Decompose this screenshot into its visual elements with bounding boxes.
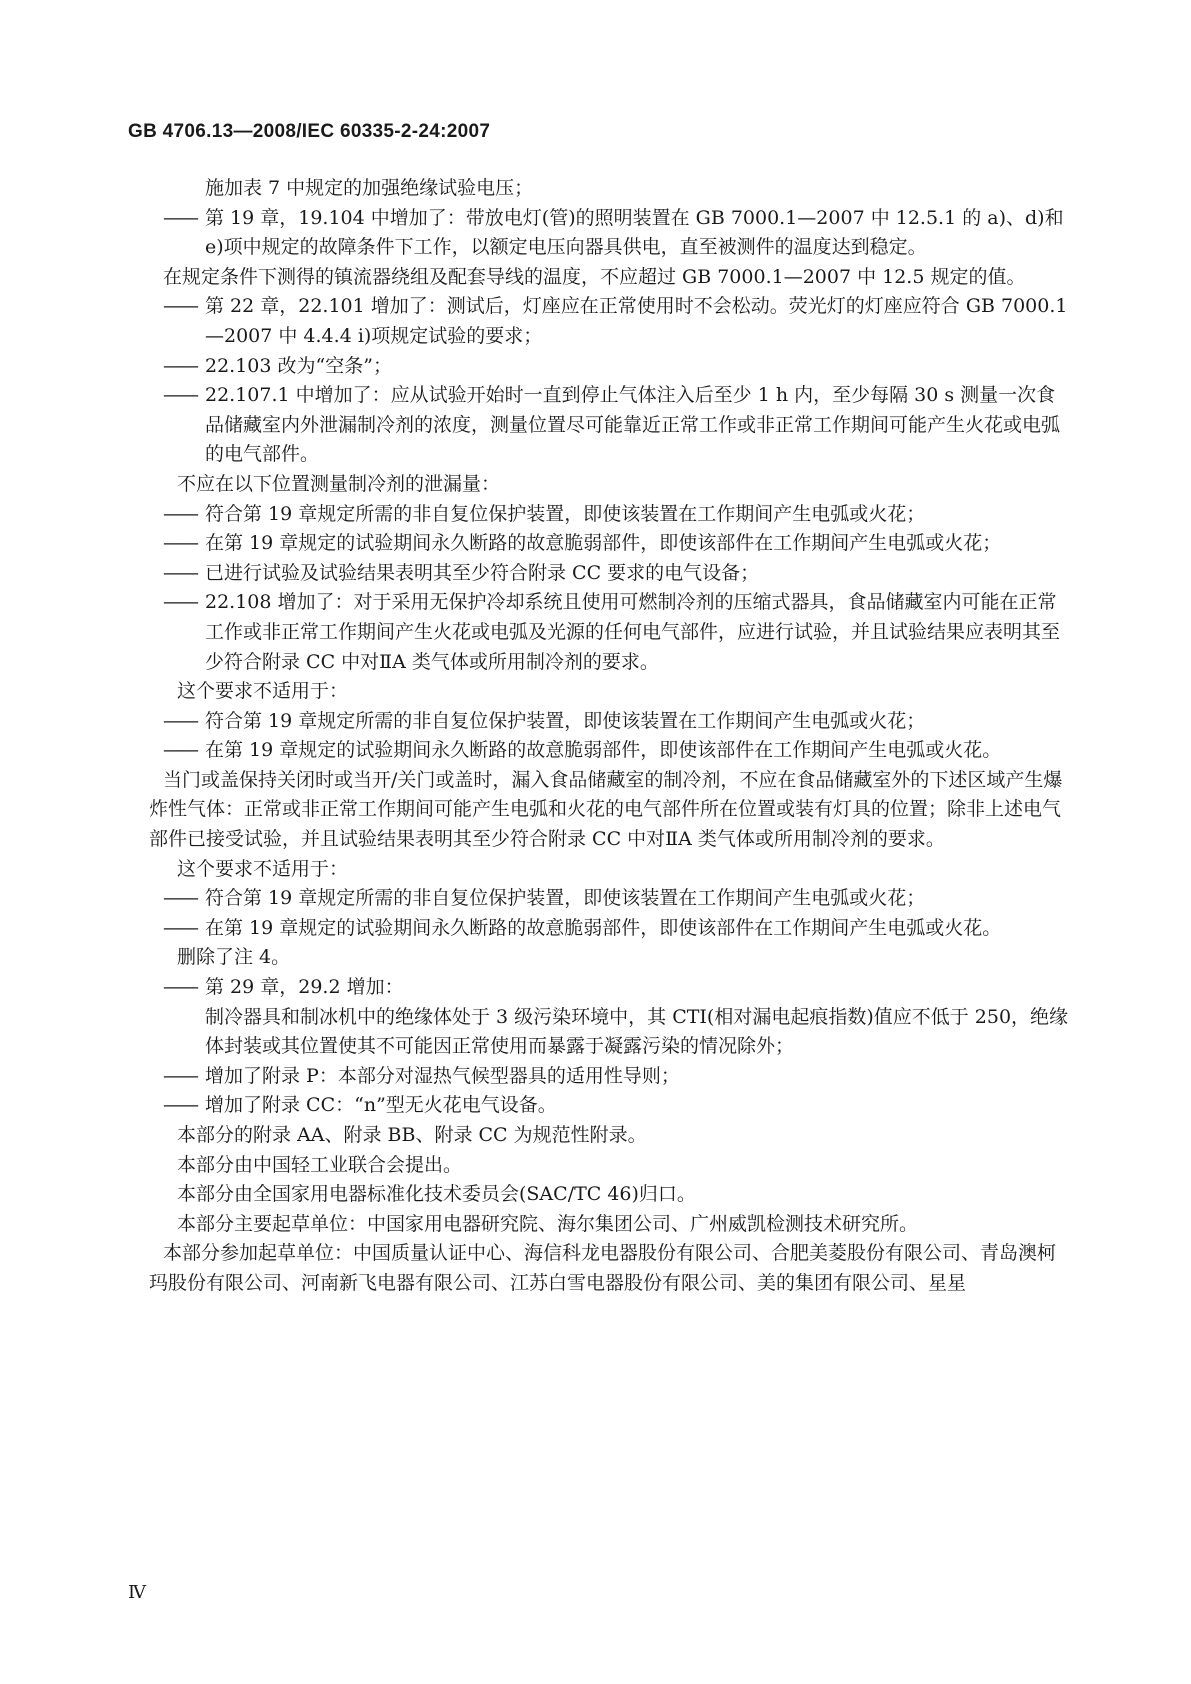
dash-list-item	[163, 500, 1069, 530]
em-dash-bullet: ——	[163, 561, 197, 584]
page-number: Ⅳ	[128, 1582, 146, 1603]
list-item-text: 符合第 19 章规定所需的非自复位保护装置，即使该装置在工作期间产生电弧或火花；	[205, 887, 926, 910]
list-item-text: 在第 19 章规定的试验期间永久断路的故意脆弱部件，即使该部件在工作期间产生电弧或火花；	[205, 532, 1002, 555]
dash-list-item	[163, 381, 1069, 470]
em-dash-bullet: ——	[163, 295, 197, 318]
em-dash-bullet: ——	[163, 916, 197, 939]
em-dash-bullet: ——	[163, 384, 197, 407]
sub-paragraph: 施加表 7 中规定的加强绝缘试验电压；	[205, 177, 534, 199]
list-item-text: 增加了附录 P：本部分对湿热气候型器具的适用性导则；	[205, 1064, 680, 1087]
dash-list-item	[163, 1062, 1069, 1092]
dash-list-item	[163, 352, 1069, 382]
dash-list-item	[163, 884, 1069, 914]
list-item-text: 符合第 19 章规定所需的非自复位保护装置，即使该装置在工作期间产生电弧或火花；	[205, 709, 926, 732]
list-item-text: 已进行试验及试验结果表明其至少符合附录 CC 要求的电气设备；	[205, 561, 760, 584]
dash-list-item	[163, 559, 1069, 589]
em-dash-bullet: ——	[163, 976, 197, 999]
dash-list-item	[163, 973, 1069, 1003]
em-dash-bullet: ——	[163, 502, 197, 525]
body-paragraph: 本部分由中国轻工业联合会提出。	[177, 1153, 463, 1176]
dash-list-item	[163, 204, 1069, 263]
document-body	[149, 174, 1069, 1299]
body-paragraph: 在规定条件下测得的镇流器绕组及配套导线的温度，不应超过 GB 7000.1—2007 中 12.5 规定的值。	[163, 265, 1026, 288]
body-paragraph: 当门或盖保持关闭时或当开/关门或盖时，漏入食品储藏室的制冷剂，不应在食品储藏室外的下述区域产生爆炸性气体：正常或非正常工作期间可能产生电弧和火花的电气部件所在位置或装有灯具的位置；除非上述电气部件已接受试验，并且试验结果表明其至少符合附录 CC 中对ⅡA 类气体或所用制冷剂的要求。	[149, 768, 1063, 851]
em-dash-bullet: ——	[163, 887, 197, 910]
dash-list-item	[163, 529, 1069, 559]
list-item-text: 符合第 19 章规定所需的非自复位保护装置，即使该装置在工作期间产生电弧或火花；	[205, 502, 926, 525]
em-dash-bullet: ——	[163, 739, 197, 762]
body-paragraph: 本部分由全国家用电器标准化技术委员会(SAC/TC 46)归口。	[177, 1183, 696, 1206]
dash-list-item	[163, 588, 1069, 677]
body-paragraph: 删除了注 4。	[177, 946, 291, 969]
em-dash-bullet: ——	[163, 354, 197, 377]
em-dash-bullet: ——	[163, 709, 197, 732]
dash-list-item	[163, 1091, 1069, 1121]
body-paragraph: 本部分主要起草单位：中国家用电器研究院、海尔集团公司、广州威凯检测技术研究所。	[177, 1212, 919, 1235]
dash-list-item	[163, 736, 1069, 766]
list-item-text: 增加了附录 CC：“n”型无火花电气设备。	[205, 1094, 557, 1117]
body-paragraph: 这个要求不适用于：	[177, 857, 349, 880]
list-item-text: 在第 19 章规定的试验期间永久断路的故意脆弱部件，即使该部件在工作期间产生电弧或火花。	[205, 739, 1002, 762]
list-item-text: 22.108 增加了：对于采用无保护冷却系统且使用可燃制冷剂的压缩式器具，食品储藏室内可能在正常工作或非正常工作期间产生火花或电弧及光源的任何电气部件，应进行试验，并且试验结果应表明其至少符合附录 CC 中对ⅡA 类气体或所用制冷剂的要求。	[205, 591, 1061, 673]
body-paragraph: 这个要求不适用于：	[177, 680, 349, 703]
body-paragraph: 本部分参加起草单位：中国质量认证中心、海信科龙电器股份有限公司、合肥美菱股份有限公司、青岛澳柯玛股份有限公司、河南新飞电器有限公司、江苏白雪电器股份有限公司、美的集团有限公司、星星	[149, 1242, 1057, 1294]
list-item-text: 第 19 章，19.104 中增加了：带放电灯(管)的照明装置在 GB 7000.1—2007 中 12.5.1 的 a)、d)和 e)项中规定的故障条件下工作，以额定电压向器具供电，直至被测件的温度达到稳定。	[205, 206, 1064, 259]
body-paragraph: 不应在以下位置测量制冷剂的泄漏量：	[177, 472, 501, 495]
em-dash-bullet: ——	[163, 1094, 197, 1117]
em-dash-bullet: ——	[163, 1064, 197, 1087]
dash-list-item	[163, 292, 1069, 351]
body-paragraph: 本部分的附录 AA、附录 BB、附录 CC 为规范性附录。	[177, 1124, 647, 1146]
dash-list-item	[163, 707, 1069, 737]
em-dash-bullet: ——	[163, 206, 197, 229]
list-item-text: 在第 19 章规定的试验期间永久断路的故意脆弱部件，即使该部件在工作期间产生电弧或火花。	[205, 916, 1002, 939]
list-item-text: 22.107.1 中增加了：应从试验开始时一直到停止气体注入后至少 1 h 内，至少每隔 30 s 测量一次食品储藏室内外泄漏制冷剂的浓度，测量位置尽可能靠近正常工作或非正常工作期间可能产生火花或电弧的电气部件。	[205, 384, 1061, 466]
list-item-text: 第 22 章，22.101 增加了：测试后，灯座应在正常使用时不会松动。荧光灯的灯座应符合 GB 7000.1—2007 中 4.4.4 i)项规定试验的要求；	[205, 295, 1068, 347]
sub-paragraph: 制冷器具和制冰机中的绝缘体处于 3 级污染环境中，其 CTI(相对漏电起痕指数)值应不低于 250，绝缘体封装或其位置使其不可能因正常使用而暴露于凝露污染的情况除外；	[205, 1005, 1069, 1058]
em-dash-bullet: ——	[163, 532, 197, 555]
list-item-text: 第 29 章，29.2 增加：	[205, 976, 404, 999]
dash-list-item	[163, 914, 1069, 944]
em-dash-bullet: ——	[163, 591, 197, 614]
list-item-text: 22.103 改为“空条”；	[205, 354, 392, 377]
standard-code-header: GB 4706.13—2008/IEC 60335-2-24:2007	[128, 121, 491, 142]
